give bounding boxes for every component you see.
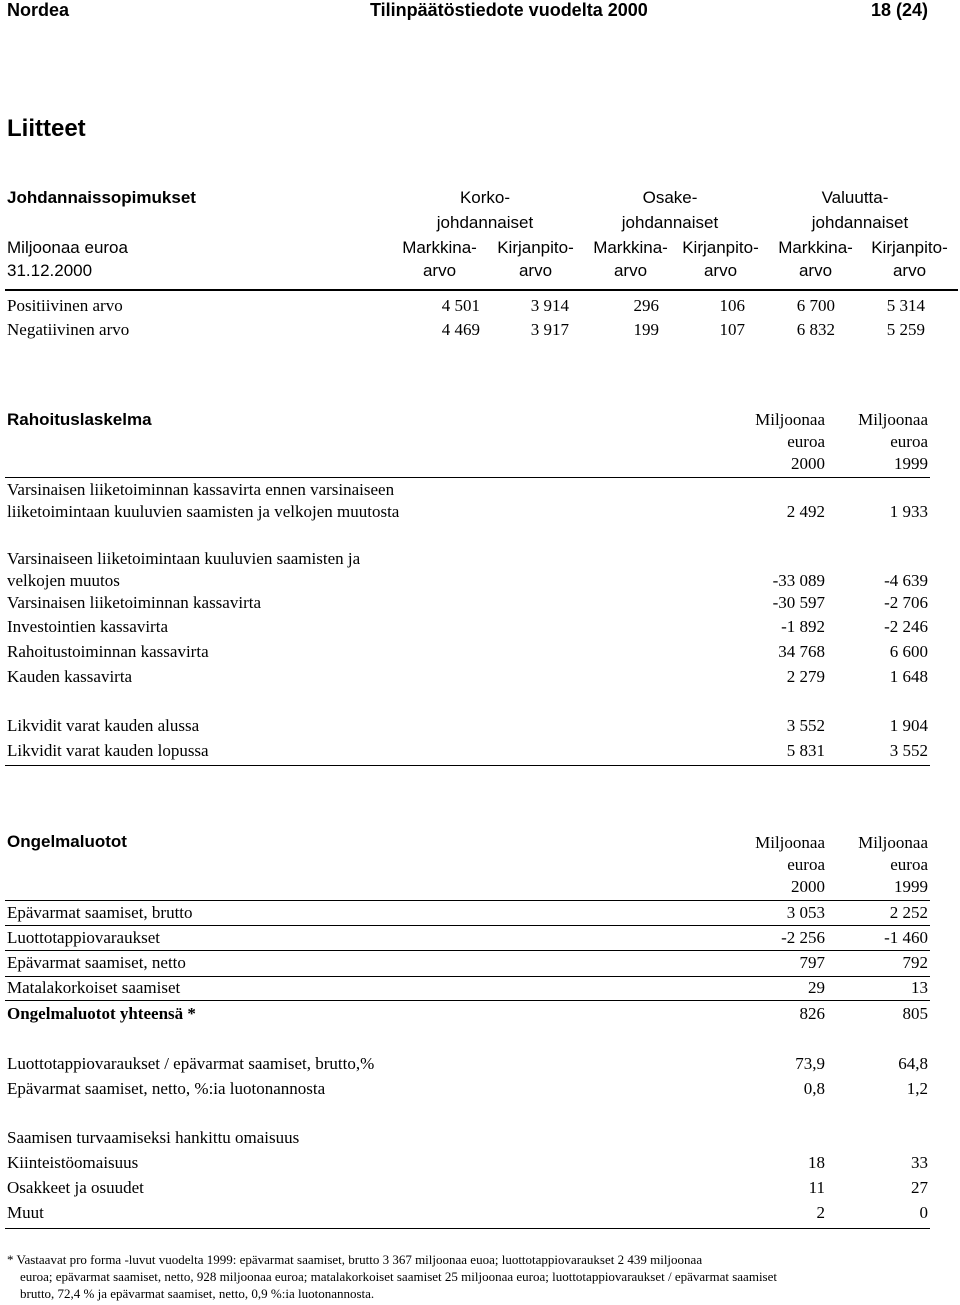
header-document-title: Tilinpäätöstiedote vuodelta 2000 — [370, 0, 648, 20]
group-currency-line1: Valuutta- — [821, 188, 889, 207]
cell: -4 639 — [884, 571, 928, 590]
row-divider — [5, 925, 930, 926]
row-label: Positiivinen arvo — [7, 296, 123, 315]
cell: 3 552 — [786, 716, 825, 735]
cell: 5 314 — [886, 296, 925, 315]
cell: 2 492 — [786, 502, 825, 521]
cell: 296 — [633, 296, 659, 315]
group-interest-line2: johdannaiset — [436, 213, 534, 232]
loans-col1999-line1: Miljoonaa — [858, 833, 928, 852]
row-label: Investointien kassavirta — [7, 617, 168, 636]
header-company: Nordea — [7, 0, 70, 20]
cell: -2 246 — [884, 617, 928, 636]
footnote-line-2: euroa; epävarmat saamiset, netto, 928 miljoonaa euroa; matalakorkoiset saamiset 25 miljoonaa euroa; luottotappiovaraukset / epävarmat saamiset — [20, 1269, 777, 1284]
cashflow-header-rule — [5, 477, 930, 478]
cell: 0 — [919, 1203, 928, 1222]
loans-col2000-line2: euroa — [787, 855, 825, 874]
row-label: Rahoitustoiminnan kassavirta — [7, 642, 209, 661]
cell: -2 256 — [781, 928, 825, 947]
cell: 2 — [816, 1203, 825, 1222]
col-header-3-line1: Markkina- — [593, 238, 668, 257]
derivatives-title: Johdannaissopimukset — [7, 188, 196, 207]
cell: 64,8 — [898, 1054, 928, 1073]
cell: -30 597 — [772, 593, 825, 612]
cell: -1 892 — [781, 617, 825, 636]
cell: 805 — [902, 1004, 928, 1023]
row-label: Likvidit varat kauden alussa — [7, 716, 200, 735]
loans-col1999-line3: 1999 — [894, 877, 928, 896]
row-label: velkojen muutos — [7, 571, 120, 590]
cell: 1 904 — [889, 716, 928, 735]
header-page-number: 18 (24) — [870, 0, 928, 20]
cell: 826 — [799, 1004, 825, 1023]
cashflow-col1999-line1: Miljoonaa — [858, 410, 928, 429]
row-label: Varsinaisen liiketoiminnan kassavirta — [7, 593, 261, 612]
group-interest-line1: Korko- — [459, 188, 511, 207]
col-header-6-line2: arvo — [892, 261, 927, 280]
cell: 13 — [911, 978, 928, 997]
cell: 0,8 — [803, 1079, 825, 1098]
cell: 1 648 — [889, 667, 928, 686]
loans-bottom-rule — [5, 1228, 930, 1229]
group-equity-line2: johdannaiset — [621, 213, 719, 232]
cell: -33 089 — [772, 571, 825, 590]
loans-col1999-line2: euroa — [890, 855, 928, 874]
loans-col2000-line1: Miljoonaa — [755, 833, 825, 852]
col-header-2-line2: arvo — [518, 261, 553, 280]
cell: 29 — [808, 978, 825, 997]
col-header-2-line1: Kirjanpito- — [497, 238, 574, 257]
col-header-5-line1: Markkina- — [778, 238, 853, 257]
cell: 3 053 — [786, 903, 825, 922]
row-label-line1: Varsinaiseen liiketoimintaan kuuluvien saamisten ja — [7, 549, 361, 568]
cell: 4 501 — [441, 296, 480, 315]
group-equity-line1: Osake- — [642, 188, 698, 207]
col-header-6-line1: Kirjanpito- — [871, 238, 948, 257]
cell: 6 600 — [889, 642, 928, 661]
cell: 18 — [808, 1153, 825, 1172]
footnote-line-1: * Vastaavat pro forma -luvut vuodelta 1999: epävarmat saamiset, brutto 3 367 miljoonaa euoa; luottotappiovaraukset 2 439 miljoonaa — [7, 1252, 703, 1267]
row-label: Matalakorkoiset saamiset — [7, 978, 181, 997]
cell: 797 — [799, 953, 825, 972]
row-label: Luottotappiovaraukset / epävarmat saamiset, brutto,% — [7, 1054, 375, 1073]
row-label: Kauden kassavirta — [7, 667, 133, 686]
cell: -2 706 — [884, 593, 928, 612]
row-label: Epävarmat saamiset, netto, %:ia luotonannosta — [7, 1079, 326, 1098]
row-label: Epävarmat saamiset, brutto — [7, 903, 193, 922]
row-label-line1: Varsinaisen liiketoiminnan kassavirta ennen varsinaiseen — [7, 480, 395, 499]
cell: 5 259 — [886, 320, 925, 339]
row-label: Epävarmat saamiset, netto — [7, 953, 186, 972]
cashflow-col2000-line3: 2000 — [791, 454, 825, 473]
derivatives-date-label: 31.12.2000 — [7, 261, 93, 280]
cell: 3 914 — [530, 296, 569, 315]
cashflow-col1999-line2: euroa — [890, 432, 928, 451]
cashflow-col1999-line3: 1999 — [894, 454, 928, 473]
cell: 6 832 — [796, 320, 835, 339]
cashflow-col2000-line1: Miljoonaa — [755, 410, 825, 429]
loans-col2000-line3: 2000 — [791, 877, 825, 896]
cell: 34 768 — [778, 642, 825, 661]
col-header-4-line1: Kirjanpito- — [682, 238, 759, 257]
row-label: Ongelmaluotot yhteensä * — [7, 1004, 196, 1023]
col-header-1-line1: Markkina- — [402, 238, 477, 257]
row-label: Luottotappiovaraukset — [7, 928, 160, 947]
row-label: liiketoimintaan kuuluvien saamisten ja velkojen muutosta — [7, 502, 400, 521]
cell: 73,9 — [795, 1054, 825, 1073]
row-divider — [5, 1000, 930, 1001]
cashflow-title: Rahoituslaskelma — [7, 410, 152, 429]
col-header-1-line2: arvo — [422, 261, 457, 280]
cell: 27 — [911, 1178, 928, 1197]
derivatives-header-rule — [5, 289, 958, 291]
collateral-subheading: Saamisen turvaamiseksi hankittu omaisuus — [7, 1128, 300, 1147]
row-divider — [5, 976, 930, 977]
cell: 2 279 — [786, 667, 825, 686]
row-label: Likvidit varat kauden lopussa — [7, 741, 209, 760]
loans-header-rule — [5, 900, 930, 901]
group-currency-line2: johdannaiset — [811, 213, 909, 232]
cell: 6 700 — [796, 296, 835, 315]
page-title: Liitteet — [7, 115, 86, 142]
cell: 2 252 — [889, 903, 928, 922]
derivatives-unit-label: Miljoonaa euroa — [7, 238, 128, 257]
row-label: Osakkeet ja osuudet — [7, 1178, 144, 1197]
cell: 33 — [911, 1153, 928, 1172]
cell: 5 831 — [786, 741, 825, 760]
col-header-4-line2: arvo — [703, 261, 738, 280]
cell: 11 — [808, 1178, 825, 1197]
cell: 3 552 — [889, 741, 928, 760]
col-header-5-line2: arvo — [798, 261, 833, 280]
col-header-3-line2: arvo — [613, 261, 648, 280]
row-label: Kiinteistöomaisuus — [7, 1153, 139, 1172]
cell: 792 — [902, 953, 928, 972]
cell: 106 — [719, 296, 745, 315]
footnote-line-3: brutto, 72,4 % ja epävarmat saamiset, netto, 0,9 %:ia luotonannosta. — [20, 1286, 375, 1301]
row-label: Negatiivinen arvo — [7, 320, 130, 339]
cell: 107 — [719, 320, 745, 339]
cell: 199 — [633, 320, 659, 339]
cell: 1 933 — [889, 502, 928, 521]
cell: 1,2 — [906, 1079, 928, 1098]
cashflow-bottom-rule — [5, 765, 930, 766]
cell: 4 469 — [441, 320, 480, 339]
row-label: Muut — [7, 1203, 44, 1222]
cell: -1 460 — [884, 928, 928, 947]
row-divider — [5, 950, 930, 951]
cell: 3 917 — [530, 320, 569, 339]
problem-loans-title: Ongelmaluotot — [7, 832, 127, 851]
cashflow-col2000-line2: euroa — [787, 432, 825, 451]
